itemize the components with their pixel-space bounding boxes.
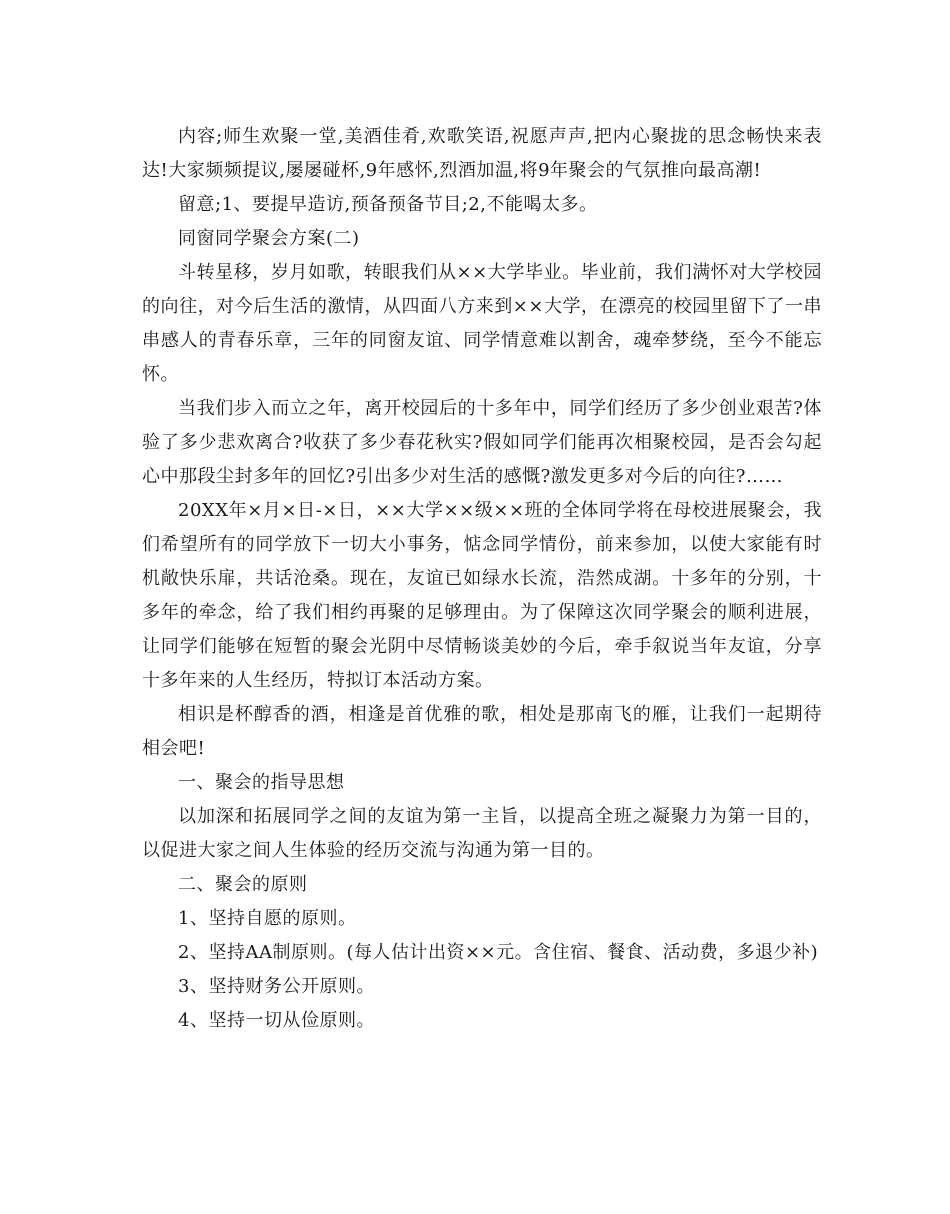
principle-item-3: 3、坚持财务公开原则。 (178, 976, 375, 997)
paragraph-invitation: 20XX年×月×日-×日，××大学××级××班的全体同学将在母校进展聚会，我们希望所有的同学放下一切大小事务，惦念同学情份，前来参加，以使大家能有时机敞快乐扉，共话沧桑。现在，友谊已如绿水长流，浩然成湖。十多年的分别，十多年的牵念，给了我们相约再聚的足够理由。为了保障这次同学聚会的顺利进展，让同学们能够在短暂的聚会光阴中尽情畅谈美妙的今后，牵手叙说当年友谊，分享十多年来的人生经历，特拟订本活动方案。 (142, 500, 822, 691)
paragraph-closing-quote: 相识是杯醇香的酒，相逢是首优雅的歌，相处是那南飞的雁，让我们一起期待相会吧! (142, 704, 822, 759)
paragraph-notice: 留意;1、要提早造访,预备预备节目;2,不能喝太多。 (178, 194, 598, 215)
document-body (142, 120, 822, 1038)
section-title-plan-two: 同窗同学聚会方案(二) (178, 228, 360, 249)
principle-item-1: 1、坚持自愿的原则。 (178, 908, 357, 929)
heading-guiding-idea: 一、聚会的指导思想 (178, 772, 345, 793)
paragraph-intro: 斗转星移，岁月如歌，转眼我们从××大学毕业。毕业前，我们满怀对大学校园的向往，对今后生活的激情，从四面八方来到××大学，在漂亮的校园里留下了一串串感人的青春乐章，三年的同窗友谊、同学情意难以割舍，魂牵梦绕，至今不能忘怀。 (142, 262, 822, 385)
paragraph-content: 内容;师生欢聚一堂,美酒佳肴,欢歌笑语,祝愿声声,把内心聚拢的思念畅快来表达!大家频频提议,屡屡碰杯,9年感怀,烈酒加温,将9年聚会的气氛推向最高潮! (142, 126, 822, 181)
heading-principles: 二、聚会的原则 (178, 874, 308, 895)
principle-item-4: 4、坚持一切从俭原则。 (178, 1010, 375, 1031)
principle-item-2: 2、坚持AA制原则。(每人估计出资××元。含住宿、餐食、活动费，多退少补) (178, 942, 819, 963)
paragraph-guiding-idea: 以加深和拓展同学之间的友谊为第一主旨，以提高全班之凝聚力为第一目的，以促进大家之间人生体验的经历交流与沟通为第一目的。 (142, 806, 822, 861)
paragraph-reflection: 当我们步入而立之年，离开校园后的十多年中，同学们经历了多少创业艰苦?体验了多少悲欢离合?收获了多少春花秋实?假如同学们能再次相聚校园，是否会勾起心中那段尘封多年的回忆?引出多少对生活的感慨?激发更多对今后的向往?…… (142, 398, 822, 487)
